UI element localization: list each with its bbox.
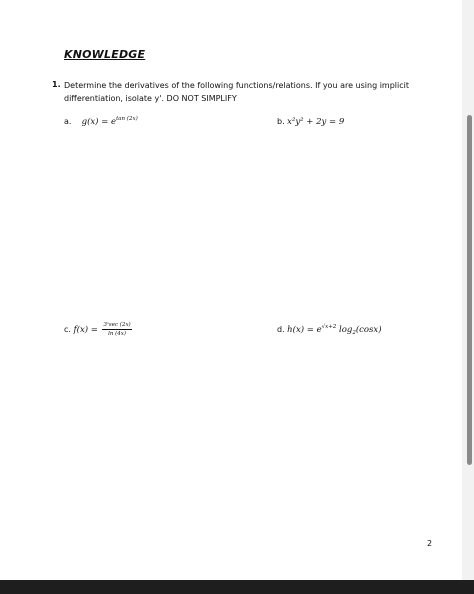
part-d-rhs: (cosx) (355, 325, 382, 335)
question-text: Determine the derivatives of the following functions/relations. If you are using implicit differentiation, isolate y'. DO NOT SIMPLIFY (64, 81, 409, 103)
part-d-lhs: h(x) = e (287, 325, 322, 335)
part-d-expression: $h(x) = e^{√x+2}$ $\log_2(\cos x)$ (287, 324, 382, 336)
part-c-label: c. (64, 325, 71, 334)
part-a-exponent: tan (2x) (116, 116, 138, 122)
part-b (277, 117, 344, 127)
part-d (277, 325, 382, 335)
part-d-log-base: 2 (352, 330, 356, 336)
part-c-fraction (102, 322, 131, 337)
part-c-denominator: ln (4x) (108, 331, 127, 337)
part-a-lhs: g(x) = e (81, 117, 117, 127)
part-b-expression: x²y² + 2y = 9 (287, 117, 345, 127)
page-number: 2 (427, 539, 433, 548)
viewer-bottom-bar (0, 580, 474, 594)
question-number: 1. (52, 80, 61, 89)
section-heading: KNOWLEDGE (64, 48, 146, 61)
part-d-exponent: √x+2 (321, 324, 337, 330)
part-a-label: a. (64, 117, 72, 126)
scrollbar-thumb[interactable] (467, 115, 472, 465)
vertical-scrollbar[interactable] (462, 0, 474, 580)
part-a (64, 117, 138, 127)
part-d-label: d. (277, 325, 285, 334)
part-c-lhs: f(x) = (73, 325, 98, 335)
part-a-expression (82, 117, 138, 127)
part-b-label: b. (277, 117, 285, 126)
part-c-numerator: 3ˣsec (2x) (103, 322, 131, 328)
part-c (64, 322, 134, 337)
